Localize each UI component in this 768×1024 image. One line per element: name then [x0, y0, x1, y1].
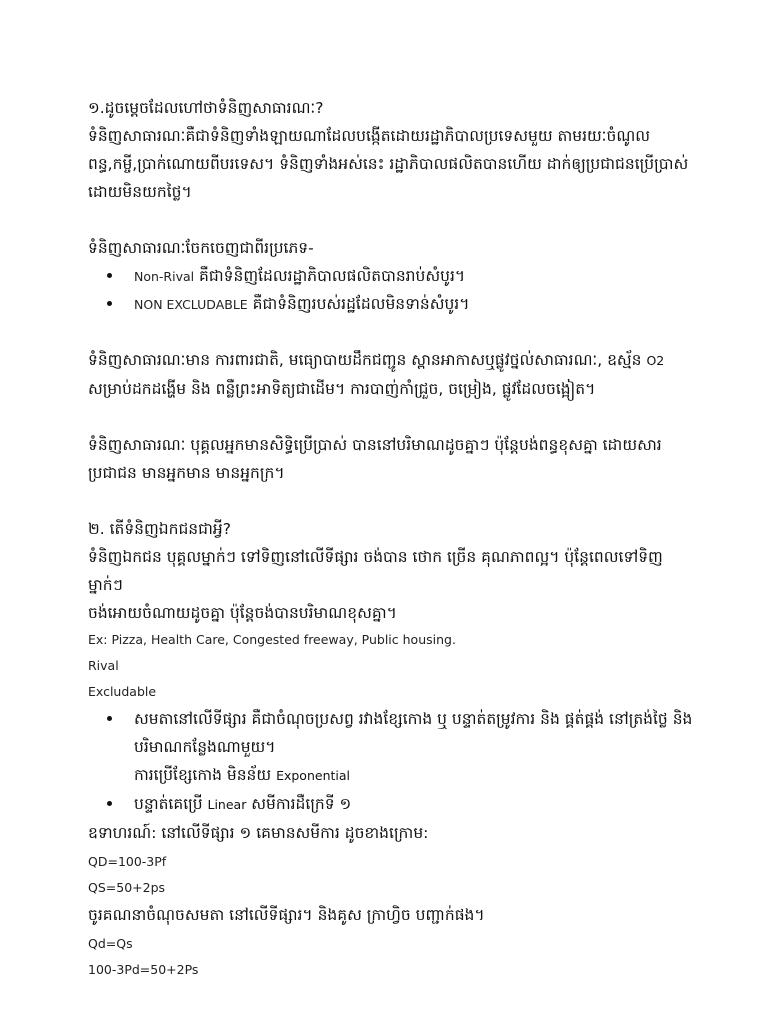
supply-equation: QS=50+2ps: [88, 880, 166, 895]
bullet1-line-1: សមតានៅលើទីផ្សារ គឺជាចំណុចប្រសព្វ រវាងខ្សែកោង ឬ បន្ទាត់តម្រូវការ និង ផ្គត់ផ្គង់ នៅត្រង់ថ្លៃ និង: [134, 710, 693, 728]
bullet2-text-b: សមីការដឺក្រេទី ១: [246, 795, 352, 813]
list-item: [134, 705, 698, 790]
type-desc: គឺជាទំនិញដែលរដ្ឋាភិបាលផលិតបានរាប់សំបូរ។: [194, 267, 466, 285]
document-body: [88, 94, 698, 983]
excludable-label: Excludable: [88, 684, 157, 699]
bullet-icon: [107, 301, 112, 306]
spacer: [88, 487, 698, 515]
type-term: Non-Rival: [134, 269, 195, 284]
task-line: ចូរគណនាចំណុចសមតា នៅលើទីផ្សារ។ និងគូស ក្រាហ្វិច បញ្ជាក់ផង។: [88, 906, 485, 924]
section2-heading: ២. តើទំនិញឯកជនជាអ្វី?: [88, 520, 231, 538]
bullet2-text-a: បន្ទាត់គេប្រើ: [134, 795, 208, 813]
linear-label: Linear: [207, 797, 247, 812]
private-goods-examples: Ex: Pizza, Health Care, Congested freeway, Public housing.: [88, 632, 456, 647]
bullet-icon: [107, 716, 112, 721]
examples-text: ទំនិញសាធារណៈមាន ការពារជាតិ, មធ្យោបាយដឹកជញ្ជូន ស្ពានអាកាសឬផ្លូវថ្នល់សាធារណៈ, ឧស្ម័ន: [88, 351, 647, 369]
rival-label: Rival: [88, 658, 119, 673]
bullet-icon: [107, 801, 112, 806]
section1-heading: ១.ដូចម្តេចដែលហៅថាទំនិញសាធារណៈ?: [88, 99, 324, 117]
spacer: [88, 318, 698, 346]
section1-note-line-2: ប្រជាជន មានអ្នកមាន មានអ្នកក្រ។: [88, 464, 285, 482]
balance-equation: Qd=Qs: [88, 936, 133, 951]
list-item: [134, 790, 698, 819]
type-term: NON EXCLUDABLE: [134, 297, 248, 312]
section1-definition-line-2: ពន្ធ,កម្ចី,ប្រាក់ណោយពីបរទេស។ ទំនិញទាំងអស់នេះ រដ្ឋាភិបាលផលិតបានហើយ ដាក់ឲ្យប្រជាជនប្រើប្រាស់: [88, 155, 689, 173]
example-intro: ឧទាហរណ៍: នៅលើទីផ្សារ ១ គេមានសមីការ ដូចខាងក្រោម:: [88, 824, 429, 842]
bullet1-line-2: បរិមាណកន្លែងណាមួយ។: [134, 738, 276, 756]
section2-definition-line-2: ចង់អោយចំណាយដូចគ្នា ប៉ុន្តែចង់បានបរិមាណខុសគ្នា។: [88, 604, 397, 622]
section1-definition-line-1: ទំនិញសាធារណៈគឺជាទំនិញទាំងឡាយណាដែលបង្កើតដោយរដ្ឋាភិបាលប្រទេសមួយ តាមរយៈចំណូល: [88, 127, 651, 145]
section1-note-line-1: ទំនិញសាធារណៈ បុគ្គលអ្នកមានសិទ្ធិប្រើប្រាស់ បាននៅបរិមាណដូចគ្នាៗ ប៉ុន្តែបង់ពន្ធខុសគ្នា ដោយសារ: [88, 436, 662, 454]
list-item: [134, 290, 698, 318]
equilibrium-list: [88, 705, 698, 819]
section1-definition-line-3: ដោយមិនយកថ្លៃ។: [88, 183, 192, 201]
public-goods-examples-line-1: [88, 346, 698, 375]
o2-label: O2: [646, 353, 665, 368]
bullet1-line-3-text: ការប្រើខ្សែកោង មិនន័យ: [134, 766, 277, 784]
type-desc: គឺជាទំនិញរបស់រដ្ឋដែលមិនទាន់សំបូរ។: [247, 295, 470, 313]
bullet1-line-3: [134, 761, 698, 790]
section2-definition-line-1: ទំនិញឯកជន បុគ្គលម្នាក់ៗ ទៅទិញនៅលើទីផ្សារ ចង់បាន ថោក ច្រើន គុណភាពល្អ។ ប៉ុន្តែពេលទៅទិញ ម្នាក់ៗ: [88, 548, 663, 594]
types-intro: ទំនិញសាធារណៈចែកចេញជាពីរប្រភេទ-: [88, 239, 314, 257]
list-item: [134, 262, 698, 290]
public-goods-examples-line-2: សម្រាប់ដកដង្ហើម និង ពន្លឺព្រះអាទិត្យជាដើម។ ការបាញ់កាំជ្រួច, ចម្រៀង, ផ្លូវដែលចង្អៀត។: [88, 380, 596, 398]
types-list: [88, 262, 698, 318]
exponential-label: Exponential: [276, 768, 350, 783]
spacer: [88, 403, 698, 431]
spacer: [88, 206, 698, 234]
demand-equation: QD=100-3Pf: [88, 854, 167, 869]
bullet-icon: [107, 273, 112, 278]
solve-equation: 100-3Pd=50+2Ps: [88, 962, 199, 977]
